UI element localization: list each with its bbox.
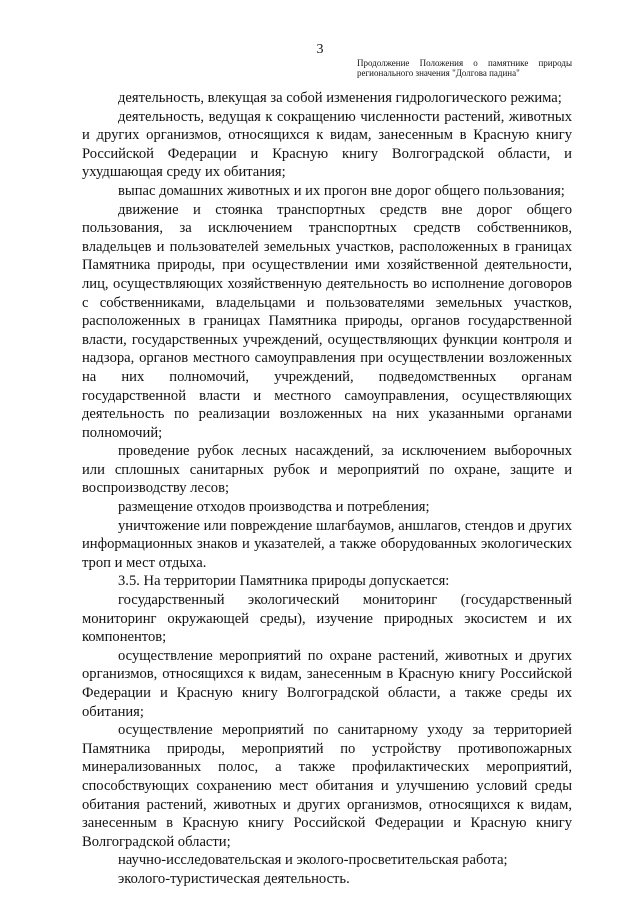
paragraph: научно-исследовательская и эколого-просветительская работа; xyxy=(118,852,508,869)
paragraph: выпас домашних животных и их прогон вне дорог общего пользования; xyxy=(118,182,565,199)
paragraph: осуществление мероприятий по санитарному уходу за территорией Памятника природы, мероприятий по устройству противопожарных минерализованных полос, а также профилактических мероприятий, способствующих сохранению мест обитания и улучшению условий среды обитания растений, животных и других организмов, относящихся к видам, занесенным в Красную книгу Российской Федерации и Красную книгу Волгоградской области; xyxy=(82,722,572,850)
paragraph: государственный экологический мониторинг (государственный мониторинг окружающей среды), изучение природных экосистем и их компонентов; xyxy=(82,592,572,646)
paragraph: осуществление мероприятий по охране растений, животных и других организмов, относящихся к видам, занесенным в Красную книгу Российской Федерации и Красную книгу Волгоградской области, а также среды их обитания; xyxy=(82,647,572,720)
paragraph: движение и стоянка транспортных средств вне дорог общего пользования, за исключением транспортных средств собственников, владельцев и пользователей земельных участков, расположенных в границах Памятника природы, при осуществлении ими хозяйственной деятельности, лиц, осуществляющих хозяйственную деятельность во исполнение договоров с собственниками, владельцами и пользователями земельных участков, расположенных в границах Памятника природы, органов государственной власти, государственных учреждений, осуществляющих функции контроля и надзора, органов местного самоуправления при осуществлении возложенных на них полномочий, учреждений, подведомственных органам государственной власти и местного самоуправления, осуществляющих деятельность по реализации возложенных на них указанными органами полномочий; xyxy=(82,201,572,441)
paragraph: размещение отходов производства и потребления; xyxy=(118,499,430,516)
section-heading: 3.5. На территории Памятника природы допускается: xyxy=(118,573,450,590)
paragraph: проведение рубок лесных насаждений, за исключением выборочных или сплошных санитарных рубок и мероприятий по охране, защите и воспроизводству лесов; xyxy=(82,443,572,497)
paragraph: деятельность, ведущая к сокращению численности растений, животных и других организмов, относящихся к видам, занесенным в Красную книгу Российской Федерации и Красную книгу Волгоградской области, и ухудшающая среду их обитания; xyxy=(82,108,572,181)
page-number: 3 xyxy=(316,42,324,57)
paragraph: деятельность, влекущая за собой изменения гидрологического режима; xyxy=(118,90,562,106)
header-note-line-1: Продолжение Положения о памятнике природы xyxy=(357,58,572,68)
header-note-line-2: регионального значения "Долгова падина" xyxy=(357,68,520,78)
paragraph: эколого-туристическая деятельность. xyxy=(118,870,350,887)
document-body xyxy=(82,89,572,889)
header-note xyxy=(357,58,572,78)
paragraph: уничтожение или повреждение шлагбаумов, аншлагов, стендов и других информационных знаков и указателей, а также оборудованных экологических троп и мест отдыха. xyxy=(82,517,572,571)
